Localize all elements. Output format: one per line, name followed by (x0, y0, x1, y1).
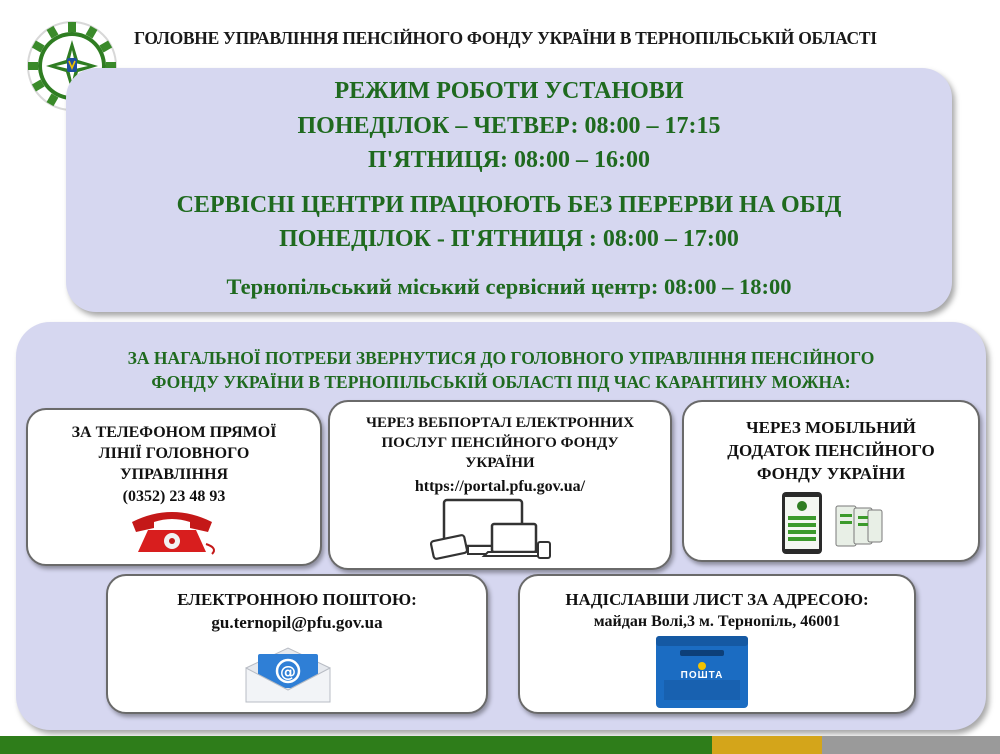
portal-card-line1: ЧЕРЕЗ ВЕБПОРТАЛ ЕЛЕКТРОННИХ (365, 415, 635, 431)
email-address-link[interactable]: gu.ternopil@pfu.gov.ua (211, 613, 383, 632)
schedule-friday: П'ЯТНИЦЯ: 08:00 – 16:00 (368, 147, 650, 173)
portal-card-line3: УКРАЇНИ (465, 455, 535, 471)
footer-stripe-yellow (712, 736, 822, 754)
service-centers-hours: ПОНЕДІЛОК - П'ЯТНИЦЯ : 08:00 – 17:00 (279, 226, 739, 252)
mailbox-label: ПОШТА (680, 670, 724, 681)
phone-number[interactable]: (0352) 23 48 93 (122, 488, 226, 505)
email-envelope-icon (242, 644, 334, 709)
phone-contact-card (26, 408, 322, 566)
service-centers-note: СЕРВІСНІ ЦЕНТРИ ПРАЦЮЮТЬ БЕЗ ПЕРЕРВИ НА ОБІД (176, 192, 842, 218)
mobile-card-line3: ФОНДУ УКРАЇНИ (756, 464, 906, 483)
web-portal-card (328, 400, 672, 570)
phone-card-line1: ЗА ТЕЛЕФОНОМ ПРЯМОЇ (71, 424, 277, 441)
schedule-mon-thu: ПОНЕДІЛОК – ЧЕТВЕР: 08:00 – 17:15 (297, 113, 721, 139)
devices-icon (430, 498, 554, 565)
email-card-title: ЕЛЕКТРОННОЮ ПОШТОЮ: (177, 590, 417, 609)
portal-url-link[interactable]: https://portal.pfu.gov.ua/ (414, 478, 586, 495)
mailbox-icon (654, 636, 750, 708)
footer-stripe-gray (822, 736, 1000, 754)
page-title: ГОЛОВНЕ УПРАВЛІННЯ ПЕНСІЙНОГО ФОНДУ УКРАЇНИ В ТЕРНОПІЛЬСЬКІЙ ОБЛАСТІ (134, 28, 877, 48)
mail-card-title: НАДІСЛАВШИ ЛИСТ ЗА АДРЕСОЮ: (565, 590, 869, 609)
city-service-center-hours: Тернопільський міський сервісний центр: 08:00 – 18:00 (226, 274, 792, 299)
mobile-card-line2: ДОДАТОК ПЕНСІЙНОГО (727, 441, 935, 460)
contacts-heading-line1: ЗА НАГАЛЬНОЇ ПОТРЕБИ ЗВЕРНУТИСЯ ДО ГОЛОВНОГО УПРАВЛІННЯ ПЕНСІЙНОГО (127, 348, 875, 368)
phone-card-line3: УПРАВЛІННЯ (119, 466, 229, 483)
working-hours-panel (66, 68, 952, 312)
portal-card-line2: ПОСЛУГ ПЕНСІЙНОГО ФОНДУ (381, 435, 619, 451)
telephone-icon (124, 508, 220, 561)
mobile-app-icon (780, 490, 884, 561)
mobile-card-line1: ЧЕРЕЗ МОБІЛЬНИЙ (746, 418, 916, 437)
postal-address: майдан Волі,3 м. Тернопіль, 46001 (593, 613, 841, 630)
email-contact-card (106, 574, 488, 714)
svg-text:@: @ (280, 662, 296, 681)
mobile-app-card (682, 400, 980, 562)
footer-stripe-green (0, 736, 712, 754)
contacts-heading-line2: ФОНДУ УКРАЇНИ В ТЕРНОПІЛЬСЬКІЙ ОБЛАСТІ ПІД ЧАС КАРАНТИНУ МОЖНА: (151, 372, 851, 392)
postal-mail-card (518, 574, 916, 714)
schedule-title: РЕЖИМ РОБОТИ УСТАНОВИ (334, 78, 684, 104)
phone-card-line2: ЛІНІЇ ГОЛОВНОГО (98, 445, 250, 462)
